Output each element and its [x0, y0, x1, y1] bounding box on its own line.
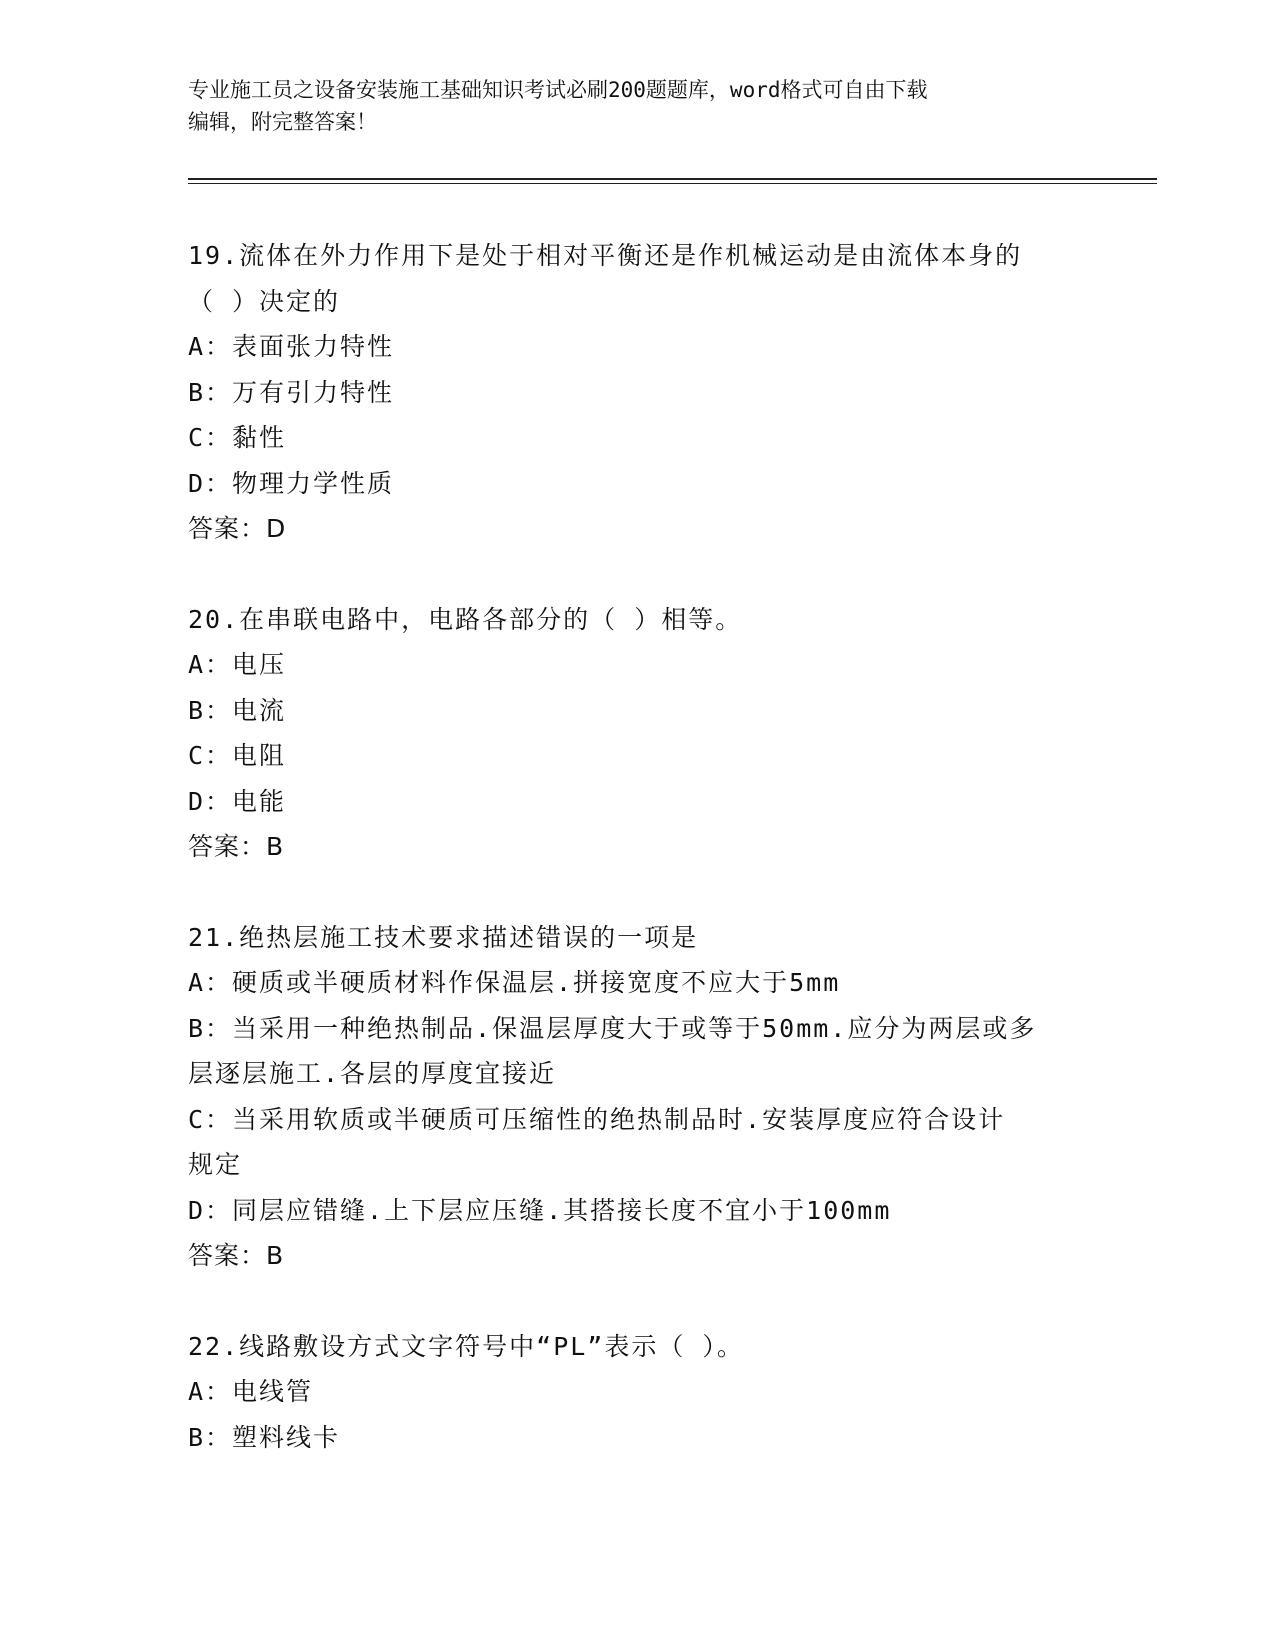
answer-option: D：物理力学性质	[188, 468, 395, 498]
header-rule-thick	[188, 178, 1157, 180]
question-stem: （ ）决定的	[188, 286, 341, 316]
answer-option: D：同层应错缝.上下层应压缝.其搭接长度不宜小于100mm	[188, 1195, 892, 1225]
answer-option: B：万有引力特性	[188, 377, 395, 407]
answer-option: A：电压	[188, 650, 287, 679]
question-stem: 20.在串联电路中，电路各部分的（ ）相等。	[188, 604, 743, 634]
answer-option: D：电能	[188, 786, 287, 816]
question-block	[188, 597, 1088, 870]
question-block	[188, 233, 1088, 552]
answer-option: C：电阻	[188, 741, 287, 770]
answer-option: B：当采用一种绝热制品.保温层厚度大于或等于50mm.应分为两层或多	[188, 1013, 1037, 1043]
answer-option: 规定	[188, 1150, 243, 1179]
question-block	[188, 1324, 1088, 1461]
answer-key: 答案：D	[188, 514, 287, 543]
answer-option: A：硬质或半硬质材料作保温层.拼接宽度不应大于5mm	[188, 968, 841, 997]
answer-option: A：电线管	[188, 1377, 314, 1406]
header-line-1: 专业施工员之设备安装施工基础知识考试必刷200题题库，word格式可自由下载	[188, 78, 928, 102]
header-line-2: 编辑，附完整答案！	[188, 110, 377, 134]
question-stem: 22.线路敷设方式文字符号中“PL”表示（ ）。	[188, 1331, 744, 1361]
answer-key: 答案：B	[188, 1241, 285, 1270]
answer-option: B：塑料线卡	[188, 1422, 341, 1452]
answer-option: C：黏性	[188, 423, 287, 452]
document-header	[188, 74, 1088, 138]
answer-option: A：表面张力特性	[188, 332, 395, 361]
question-block	[188, 915, 1088, 1279]
header-rule-thin	[188, 183, 1157, 184]
question-stem: 19.流体在外力作用下是处于相对平衡还是作机械运动是由流体本身的	[188, 241, 1023, 270]
answer-key: 答案：B	[188, 832, 285, 861]
answer-option: 层逐层施工.各层的厚度宜接近	[188, 1059, 557, 1088]
answer-option: B：电流	[188, 695, 287, 725]
question-list	[188, 233, 1088, 1505]
answer-option: C：当采用软质或半硬质可压缩性的绝热制品时.安装厚度应符合设计	[188, 1104, 1006, 1134]
question-stem: 21.绝热层施工技术要求描述错误的一项是	[188, 922, 699, 952]
